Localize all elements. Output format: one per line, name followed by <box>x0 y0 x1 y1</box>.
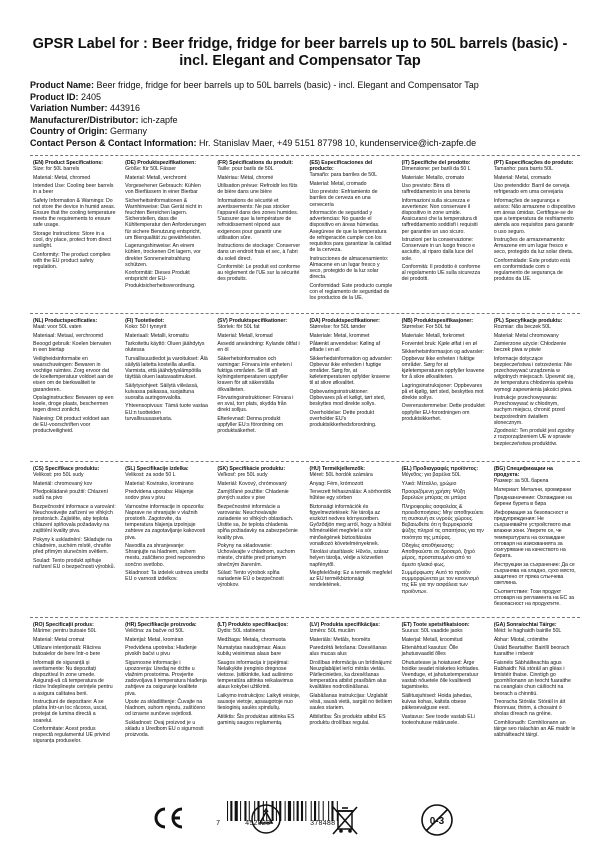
product-name-label: Product Name: <box>30 80 95 90</box>
spec-line: Instrucciones de almacenamiento: Almacene en un lugar fresco y seco, protegido de la luz solar directa. <box>309 255 389 281</box>
spec-line: Laikymo instrukcijos: Laikyti vėsioje, sausoje vietoje, apsaugotoje nuo tiesioginių saulės spindulių. <box>217 692 301 712</box>
spec-line: Instructions de stockage: Conserver dans un endroit frais et sec, à l'abri du soleil direct. <box>217 243 301 262</box>
divider <box>30 313 580 314</box>
spec-line: Atitiktis: Šis produktas atitinka ES gaminių saugos reglamentą. <box>217 713 295 726</box>
spec-line: Material: Kovinsko, kromirano <box>125 480 194 487</box>
spec-line: Materiaali: Metalli, kromattu <box>125 332 189 339</box>
spec-line: Opbevaringsinstruktioner: Opbevares på et køligt, tørt sted, beskyttes mod direkte sollys. <box>309 388 386 408</box>
spec-heading: (CS) Specifikace produktu: <box>33 466 100 472</box>
spec-line: Sicherheitsinformationen & Warnhinweise: Das Gerät nicht in feuchten Bereichen lagern. Sicherstellen, dass die Kühltemperatur den Anforderungen für sichere Benutzung entspricht, um Bierqualität zu gewährleisten. <box>125 197 207 241</box>
spec-block <box>214 160 303 310</box>
spec-line: Informations de sécurité et avertissements: Ne pas stocker l'appareil dans des zones humides. S'assurer que la température de refroidissement répond aux exigences pour garantir une utilisation sûre. <box>217 197 299 241</box>
spec-line: Informações de segurança e avisos: Não armazene o dispositivo em áreas úmidas. Certifique-se de que a temperatura de resfriamento atenda aos requisitos para garantir o uso seguro. <box>493 197 576 235</box>
spec-line: Opslaginstructies: Bewaren op een koele, droge plaats, beschermen tegen direct zonlicht. <box>33 394 114 414</box>
spec-block <box>306 622 395 780</box>
spec-line: Mărime: pentru butoaie 50L <box>33 628 97 635</box>
barcode-lead-digit: 7 <box>216 820 221 828</box>
spec-line: Materiāls: Metāls, hromēts <box>309 636 371 643</box>
manufacturer: ich-zapfe <box>141 114 178 125</box>
age-restriction-icon <box>420 803 454 837</box>
contact-label: Contact Person & Contact Information: <box>30 137 197 148</box>
product-name: Beer fridge, fridge for beer barrels up to 50L barrels (basic) - incl. Elegant and Compensator Tap <box>96 80 479 90</box>
spec-line: Размер: за 50L барела <box>493 478 549 485</box>
spec-line: Material: Metal, chromed <box>33 174 91 181</box>
spec-line: Storlek: för 50L fat <box>217 324 260 331</box>
barcode-right-digits: 378488 <box>310 820 336 828</box>
spec-line: Atbilstība: Šis produkts atbilst ES produktu drošības regulai. <box>309 713 386 726</box>
spec-line: Safety Information & Warnings: Do not store the device in humid areas. Ensure that the cooling temperature meets the requirements to ensure safe usage. <box>33 197 116 229</box>
spec-line: Istruzioni per la conservazione: Conservare in un luogo fresco e asciutto, al riparo dalla luce del sole. <box>401 236 476 262</box>
spec-line: Инструкции за съхранение: Да се съхранява на хладно, сухо място, защитено от пряка слънчева светлина. <box>493 561 576 587</box>
spec-line: Vorgesehener Gebrauch: Kühlen von Bierfässern in einer Bierbar <box>125 182 201 196</box>
spec-line: Bezpečnostní informace a varování: Neuchovávejte zařízení ve vlhkých prostorách. Zajistěte, aby teplota chlazení splňovala požadavky na zajištění kvality piva. <box>33 503 116 535</box>
spec-line: Overensstemmelse: Dette produktet oppfyller EU-forordningen om produktsikkerhet. <box>401 403 485 422</box>
spec-line: Съответствие: Този продукт отговаря на регламента на ЕС за безопасност на продуктите. <box>493 588 575 607</box>
spec-line: Tamaño: para barriles de 50L <box>309 172 377 179</box>
spec-line: Utilizare intenționată: Răcirea butoaielor de bere într-o bere <box>33 644 101 658</box>
spec-line: Materiaal: Metaal, verchroomd <box>33 332 104 339</box>
spec-line: Sikkerhetsinformasjon og advarsler: Oppbevar ikke enheten i fuktige områder. Sørg for at kjøletemperaturen oppfyller kravene for å sikre ølkvaliteten. <box>401 349 485 381</box>
spec-line: Sikkerhedsinformation og advarsler: Opbevar ikke enheden i fugtige områder. Sørg for, at køletemperaturen opfylder kravene til at sikre ølkvalitet. <box>309 355 393 387</box>
spec-line: Veličina: za bačve od 50L <box>125 628 184 635</box>
spec-block <box>122 622 211 780</box>
spec-line: Lagerungshinweise: An einem kühlen, trockenen Ort lagern, vor direkter Sonneneinstrahlung schützen. <box>125 243 201 268</box>
spec-block <box>30 318 119 458</box>
spec-block <box>214 622 303 780</box>
spec-heading: (DE) Produktspezifikationen: <box>125 160 197 166</box>
spec-block <box>214 318 303 458</box>
spec-line: Informazioni sulla sicurezza e avvertenze: Non conservare il dispositivo in zone umide. Assicurarsi che la temperatura di raffreddamento soddisfi i requisiti per garantire un uso sicuro. <box>401 197 478 235</box>
spec-heading: (HR) Specifikacije proizvoda: <box>125 622 197 628</box>
spec-heading: (DA) Produktspecifikationer: <box>309 318 380 324</box>
spec-line: Conformitate: Acest produs respectă regulamentul UE privind siguranța produselor. <box>33 725 110 745</box>
spec-line: Anyag: Fém, krómozott <box>309 480 364 487</box>
spec-line: Sukladnost: Ovaj proizvod je u skladu s Uredbom EU o sigurnosti proizvoda. <box>125 719 204 739</box>
divider <box>30 155 580 156</box>
manufacturer-label: Manufacturer/Distributor: <box>30 114 139 125</box>
spec-line: Intended Use: Cooling beer barrels in a beer <box>33 182 114 196</box>
spec-line: Tamanho: para barris 50L <box>493 166 553 173</box>
spec-line: Drošības informācija un brīdinājumi: Neuzglabājiet ierīci mitrās vietās. Pārliecinieties, ka dzesēšanas temperatūra atbilst prasībām alus kvalitātes nodrošināšanai. <box>309 659 393 691</box>
spec-block <box>399 622 488 780</box>
spec-line: Förvaringsinstruktioner: Förvara i en sval, torr plats, skydda från direkt solljus. <box>217 394 294 414</box>
spec-line: Μέγεθος: για βαρέλια 50L <box>401 472 461 479</box>
spec-line: Méid: le haghaidh bairille 50L <box>493 628 562 635</box>
spec-line: Matériau: Métal, chromé <box>217 174 274 181</box>
spec-line: Izmērs: 50L mucām <box>309 628 355 635</box>
spec-line: Material: Metal, cromado <box>493 174 551 181</box>
spec-line: Størrelse: For 50L fat <box>401 324 451 331</box>
spec-line: Tárolási utasítások: Hűvös, száraz helyen tárolja, védje a közvetlen napfénytől. <box>309 549 389 568</box>
spec-line: Säkerhetsinformation och varningar: Förvara inte enheten i fuktiga områden. Se till att kylningstemperaturen uppfyller kraven för att säkerställa ölkvaliteten. <box>217 355 293 393</box>
spec-line: Størrelse: for 50L tønder <box>309 324 366 331</box>
spec-line: Veľkosť: pre 50L sudy <box>217 472 268 479</box>
spec-heading: (IT) Specifiche del prodotto: <box>401 160 471 166</box>
spec-block <box>122 466 211 614</box>
spec-line: Conformità: Il prodotto è conforme al regolamento UE sulla sicurezza dei prodotti. <box>401 263 481 283</box>
spec-line: Zamýšľané použitie: Chladenie pivných sudov v pive <box>217 488 289 502</box>
product-name-row <box>30 80 580 92</box>
spec-line: Zgodność: Ten produkt jest zgodny z rozporządzeniem UE w sprawie bezpieczeństwa produktów. <box>493 428 575 447</box>
spec-line: Predviđena upotreba: Hlađenje pivskih bačvi u pivu <box>125 644 197 658</box>
spec-line: Materjal: Metall, kroomitud <box>401 636 463 643</box>
spec-heading: (RO) Specificații produs: <box>33 622 94 628</box>
product-id-row <box>30 92 580 104</box>
spec-line: Предназначение: Охлаждане на бирени бурета в бира <box>493 495 572 508</box>
spec-line: Utilisation prévue: Refroidir les fûts de bière dans une bière <box>217 182 298 196</box>
spec-line: Material: Metall, kromad <box>217 332 273 339</box>
spec-heading: (NL) Productspecificaties: <box>33 318 98 324</box>
spec-line: Ábhar: Miotal, cróimithe <box>493 636 549 643</box>
spec-line: Προοριζόμενη χρήση: Ψύξη βαρελιών μπύρας σε μπύρα <box>401 488 467 502</box>
spec-line: Tervezett felhasználás: A sörhordók hűtése egy sörben <box>309 488 392 502</box>
spec-block <box>214 466 303 614</box>
spec-line: Soulad: Tento produkt splňuje nařízení EU o bezpečnosti výrobků. <box>33 557 115 570</box>
spec-line: Comhlíonadh: Comhlíonann an táirge seo rialachán an AE maidir le sábháilteacht táirgí. <box>493 719 576 739</box>
variation-number: 443916 <box>110 103 141 113</box>
spec-line: Информация за безопасност и предупреждения: Не съхранявайте устройството във влажни зони. Уверете се, че температурата на охлаждане отговаря на изискванията за осигуряване на качеството на бирата. <box>493 509 571 560</box>
spec-line: Υλικό: Μέταλλο, χρώμιο <box>401 480 457 487</box>
ce-mark-icon <box>150 803 186 833</box>
spec-block <box>306 466 395 614</box>
spec-line: Instrukcje przechowywania: Przechowywać w chłodnym, suchym miejscu, chronić przed bezpośrednim światłem słonecznym. <box>493 394 565 426</box>
spec-block <box>491 466 580 614</box>
spec-heading: (PT) Especificações do produto: <box>493 160 574 166</box>
divider <box>30 617 580 618</box>
spec-line: Materijal: Metal, kromiran <box>125 636 184 643</box>
spec-line: Οδηγίες αποθήκευσης: Αποθηκεύστε σε δροσερό, ξηρό μέρος, προστατευμένο από το άμεσο ηλιακό φως. <box>401 542 475 568</box>
spec-line: Πληροφορίες ασφαλείας & προειδοποιήσεις: Μην αποθηκεύετε τη συσκευή σε υγρούς χώρους. Βεβαιωθείτε ότι η θερμοκρασία ψύξης πληροί τις απαιτήσεις για την ποιότητα της μπύρας. <box>401 503 484 541</box>
spec-line: Материал: Метални, хромирани <box>493 486 572 493</box>
spec-line: Taille: pour barils de 50L <box>217 166 274 173</box>
spec-block <box>30 622 119 780</box>
spec-line: Zamierzone użycie: Chłodzenie beczek piwa w piwie <box>493 340 567 354</box>
spec-line: Size: for 50L barrels <box>33 166 80 173</box>
spec-line: Varnostne informacije in opozorila: Naprave ne shranjujte v vlažnih prostorih. Zagotovite, da temperatura hlajenja izpolnjuje zahteve za zagotavljanje kakovosti piva. <box>125 503 206 541</box>
spec-heading: (GA) Sonraíochtaí Táirge: <box>493 622 557 628</box>
spec-line: Sigurnosne informacije i upozorenja: Uređaj ne držite u vlažnim prostorima. Provjerite zadovoljava li temperatura hlađenja zahtjeve za osiguranje kvalitete piva. <box>125 659 207 697</box>
spec-line: Instrucțiuni de depozitare: A se păstra într-un loc răcoros, uscat, protejat de lumina directă a soarelui. <box>33 698 108 724</box>
spec-line: Dimensione: per barili da 50 L <box>401 166 471 173</box>
spec-line: Treoracha Stórála: Stóráil in áit fhionnuar, thirim, á chosaint ó sholas díreach na gréine. <box>493 698 566 718</box>
spec-line: Uso previsto: Enfriamiento de barriles de cerveza en una cervecería <box>309 189 378 208</box>
spec-line: Rozmiar: dla beczek 50L <box>493 324 551 331</box>
spec-line: Bezpečnostné informácie a varovania: Neuchovávajte zariadenie vo vlhkých oblastiach. Uistite sa, že teplota chladenia spĺňa požiadavky na zabezpečenie kvality piva. <box>217 503 298 541</box>
spec-line: Dydis: 50L statinėms <box>217 628 266 635</box>
product-id: 2405 <box>81 91 102 102</box>
spec-row-1 <box>30 160 580 310</box>
spec-line: Veiligheidsinformatie en waarschuwingen: Bewaren in vochtige ruimtes. Zorg ervoor dat de koeltemperatuur voldoet aan de eisen om de bierkwaliteit te garanderen. <box>33 355 114 393</box>
spec-line: Informații de siguranță și avertismente: Nu depozitați dispozitivul în zone umede. Asigurați-vă că temperatura de răcire îndeplinește cerințele pentru a asigura calitatea berii. <box>33 659 113 697</box>
spec-line: Beoogd gebruik: Koelen biervaten in een biertap <box>33 340 112 354</box>
spec-line: Méret: 50L hordók számára <box>309 472 373 479</box>
spec-line: Medžiaga: Metalą, chromuota <box>217 636 286 643</box>
spec-line: Conformidade: Este produto está em conformidade com o regulamento de segurança de produtos da UE. <box>493 257 570 283</box>
spec-line: Navodila za shranjevanje: Shranjujte na hladnem, suhem mestu, zaščiteno pred neposredno sončno svetlobo. <box>125 542 205 568</box>
spec-line: Tarkoitettu käyttö: Oluen jäähdytys olutessa <box>125 340 205 354</box>
contact: Hr. Stanislav Maer, +49 5151 87798 10, kundenservice@ich-zapfe.de <box>199 137 477 148</box>
spec-block <box>399 466 488 614</box>
spec-row-3 <box>30 466 580 614</box>
product-id-label: Product ID: <box>30 91 79 102</box>
spec-line: Conformity: The product complies with the EU product safety regulation. <box>33 251 111 270</box>
spec-line: Overholdelse: Dette produkt overholder EU's produktsikkerhedsforordning. <box>309 409 377 428</box>
spec-line: Upute za skladištenje: Čuvajte na hladnom, suhom mjestu, zaštićeno od izravne sunčeve svjetlosti. <box>125 698 206 718</box>
spec-line: Größe: für 50L Fässer <box>125 166 176 173</box>
spec-line: Material: Metal, cromado <box>309 180 367 187</box>
spec-block <box>491 622 580 780</box>
spec-line: Konformität: Dieses Produkt entspricht der EU-Produktsicherheitsverordnung. <box>125 270 196 289</box>
spec-line: Maat: voor 50L vaten <box>33 324 82 331</box>
spec-heading: (PL) Specyfikacje produktu: <box>493 318 563 324</box>
spec-line: Naleving: Dit product voldoet aan de EU-voorschriften voor productveiligheid. <box>33 415 110 435</box>
spec-line: Biztonsági információk és figyelmeztetések: Ne tárolja az eszközt nedves környezetben. Győződjön meg arról, hogy a hűtési hőmérséklet megfelel a sör minőségének biztosítására vonatkozó követelményeknek. <box>309 503 392 547</box>
contact-row <box>30 138 580 150</box>
spec-line: Faisnéis Sábháilteachta agus Rabhaidh: Ná stóráil an gléas i limistéir thaise. Cinntigh go gcomhlíonann an teocht fuaraithe na ceanglais chun cáilíocht na beorach a chinntiú. <box>493 659 571 697</box>
spec-line: Materiale: Metall, forkromet <box>401 332 465 339</box>
spec-line: Předpokládané použití: Chlazení sudů na pivo <box>33 488 108 502</box>
spec-heading: (EL) Προδιαγραφές προϊόντος: <box>401 466 479 472</box>
spec-block <box>399 318 488 458</box>
spec-line: Vastavus: See toode vastab ELi tooteohutuse määrusele. <box>401 713 475 726</box>
spec-line: Numatytas naudojimas: Alaus kubilų vėsinimas alaus bare <box>217 644 286 658</box>
barcode-left-digits: 452028 <box>245 820 271 828</box>
spec-heading: (EN) Product Specifications: <box>33 160 104 166</box>
spec-line: Efterlevnad: Denna produkt uppfyller EU:s förordning om produktsäkerhet. <box>217 415 284 435</box>
country-row <box>30 126 580 138</box>
country-label: Country of Origin: <box>30 126 108 136</box>
recycling-icon <box>250 803 282 835</box>
spec-line: Pokyny na skladovanie: Uchovávajte v chladnom, suchom mieste, chráňte pred priamym slnečným žiarením. <box>217 542 295 568</box>
spec-line: Lagringsinstruksjoner: Oppbevares på et kjølig, tørt sted, beskyttes mot direkte sollys. <box>401 382 484 401</box>
spec-line: Úsáid Beartaithe: Bairillí beorach fuaraithe i mbeoir <box>493 644 570 658</box>
spec-line: Predvidena uporaba: Hlajenje sodov piva v pivu <box>125 488 194 502</box>
page-title: GPSR Label for : Beer fridge, fridge for beer barrels up to 50L barrels (basic) - incl. Elegant and Compensator Tap <box>32 36 568 69</box>
spec-line: Avsedd användning: Kylande öltfat i en öl <box>217 340 300 354</box>
spec-line: Ohutusteave ja hoiatused: Ärge hoidke seadet niisketes kohtades. Veenduge, et jahutustemperatuur vastab nõuetele õlle kvaliteedi tagamiseks. <box>401 659 480 691</box>
spec-line: Turvallisuustiedot ja varoitukset: Älä säilytä laitetta kosteilla alueilla. Varmista, että jäähdytyslämpötila täyttää oluen laatuvaatimukset. <box>125 355 208 381</box>
spec-heading: (FI) Tuotetiedot: <box>125 318 165 324</box>
spec-row-4 <box>30 622 580 780</box>
spec-line: Materiale: Metallo, cromato <box>401 174 465 181</box>
spec-line: Instruções de armazenamento: Armazene em um lugar fresco e seco, protegido da luz solar direta. <box>493 236 574 256</box>
spec-line: Información de seguridad y advertencias: No guarde el dispositivo en áreas húmedas. Asegúrese de que la temperatura de refrigeración cumple con los requisitos para garantizar la calidad de la cerveza. <box>309 209 392 254</box>
spec-line: Koko: 50 l tynnyrit <box>125 324 167 331</box>
spec-heading: (ES) Especificaciones del producto: <box>309 160 373 173</box>
spec-line: Material: Metall, verchromt <box>125 174 187 181</box>
spec-line: Säilitusjuhised: Hoida jahedas, kuivas kohas, kaitsta otsese päikesevalguse eest. <box>401 692 473 712</box>
age-restriction-label: 0-3 <box>429 816 445 827</box>
spec-row-2 <box>30 318 580 458</box>
spec-block <box>122 318 211 458</box>
spec-line: Materiale: Metal, krommet <box>309 332 370 339</box>
spec-line: Conformité: Le produit est conforme au règlement de l'UE sur la sécurité des produits. <box>217 263 301 283</box>
spec-heading: (ET) Toote spetsifikatsioon: <box>401 622 470 628</box>
spec-heading: (NB) Produktspesifikasjoner: <box>401 318 474 324</box>
spec-block <box>122 160 211 310</box>
spec-line: Súlad: Tento výrobok spĺňa nariadenie EÚ o bezpečnosti výrobkov. <box>217 569 284 589</box>
spec-line: Yhteensopivuus: Tämä tuote vastaa EU:n tuotteiden turvallisuusasetusta. <box>125 403 208 422</box>
spec-line: Megfelelőség: Ez a termék megfelel az EU termékbiztonsági rendeletének. <box>309 569 392 589</box>
spec-line: Συμμόρφωση: Αυτό το προϊόν συμμορφώνεται με τον κανονισμό της ΕΕ για την ασφάλεια των προϊόντων. <box>401 569 479 595</box>
spec-line: Pokyny k uskladnění: Skladujte na chladném, suchém místě, chraňte před přímým slunečním světlem. <box>33 536 113 556</box>
variation-row <box>30 103 580 115</box>
spec-line: Materiál: chromovaný kov <box>33 480 93 487</box>
spec-heading: (FR) Spécifications du produit: <box>217 160 294 166</box>
spec-line: Material: Metal cromat <box>33 636 85 643</box>
spec-line: Velikost: za sode 50 L <box>125 472 176 479</box>
spec-block <box>399 160 488 310</box>
spec-line: Informacje dotyczące bezpieczeństwa i ostrzeżenia: Nie przechowywać urządzenia w wilgotnych miejscach. Upewnić się, że temperatura chłodzenia spełnia wymogi zapewnienia jakości piwa. <box>493 355 575 393</box>
spec-line: Forventet bruk: Kjøle ølfat i en øl <box>401 340 477 347</box>
spec-line: Ettenähtud kasutus: Õlle jahutusvaadid õlles <box>401 644 459 658</box>
spec-line: Materiál: Kovový, chrómovaný <box>217 480 287 487</box>
spec-line: Materiał: Metal chromowany <box>493 332 559 339</box>
country: Germany <box>110 126 148 136</box>
spec-heading: (BG) Спецификации на продукта: <box>493 466 553 479</box>
manufacturer-row <box>30 115 580 127</box>
spec-line: Påtænkt anvendelse: Køling af ølfade i en øl <box>309 340 381 354</box>
spec-block <box>306 160 395 310</box>
spec-line: Conformidad: Este producto cumple con el reglamento de seguridad de los productos de la UE. <box>309 282 393 301</box>
product-info <box>30 80 580 149</box>
spec-line: Uso previsto: Birra di raffreddamento in una birreria <box>401 182 470 196</box>
spec-line: Skladnost: Ta izdelek ustreza uredbi EU o varnosti izdelkov. <box>125 569 209 583</box>
spec-heading: (SV) Produktspecifikationer: <box>217 318 288 324</box>
spec-heading: (HU) Termékjellemzők: <box>309 466 366 472</box>
spec-line: Suurus: 50L vaadide jaoks <box>401 628 463 635</box>
spec-line: Glabāšanas instrukcijas: Uzglabāt vēsā, sausā vietā, sargāt no tiešiem saules stariem. <box>309 692 392 712</box>
spec-line: Saugos informacija ir įspėjimai: Nelaikykite įrenginio drėgnose vietose. Įsitikinkite, kad aušinimo temperatūra atitinka reikalavimus alaus kokybei užtikrinti. <box>217 659 294 691</box>
spec-line: Paredzētā lietošana: Dzesēšanas alus mucas alus <box>309 644 387 658</box>
spec-block <box>491 318 580 458</box>
spec-line: Uso pretendido: Barril de cerveja refrigerado em uma cervejaria <box>493 182 570 196</box>
spec-block <box>30 160 119 310</box>
spec-heading: (LT) Produkto specifikacijos: <box>217 622 289 628</box>
weee-bin-icon <box>330 803 360 837</box>
spec-heading: (SL) Specifikacije izdelka: <box>125 466 189 472</box>
variation-label: Variation Number: <box>30 103 108 113</box>
divider <box>30 461 580 462</box>
spec-line: Velikost: pro 50L sudy <box>33 472 84 479</box>
spec-heading: (LV) Produkta specifikācijas: <box>309 622 381 628</box>
spec-block <box>30 466 119 614</box>
spec-line: Storage Instructions: Store in a cool, dry place, protect from direct sunlight. <box>33 230 112 250</box>
spec-block <box>491 160 580 310</box>
spec-block <box>306 318 395 458</box>
spec-line: Säilytysohjeet: Säilytä viileässä, kuivassa paikassa, suojattuna suoralta auringonvalolta. <box>125 382 199 401</box>
spec-heading: (SK) Špecifikácie produktu: <box>217 466 286 472</box>
